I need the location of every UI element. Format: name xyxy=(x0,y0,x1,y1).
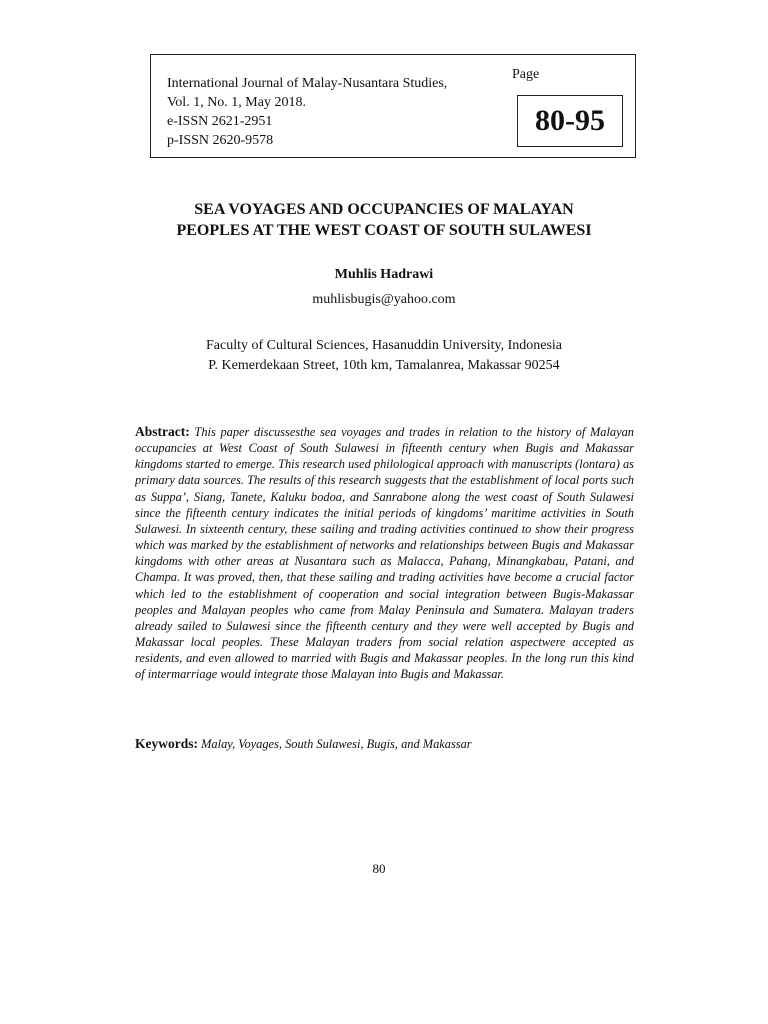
author-email: muhlisbugis@yahoo.com xyxy=(312,292,456,307)
journal-eissn: e-ISSN 2621-2951 xyxy=(167,114,273,129)
author-name: Muhlis Hadrawi xyxy=(334,267,434,282)
page-number: 80 xyxy=(372,861,386,876)
author-affiliation xyxy=(0,336,768,376)
article-title-line: SEA VOYAGES AND OCCUPANCIES OF MALAYAN xyxy=(194,201,574,218)
keywords-text: Malay, Voyages, South Sulawesi, Bugis, and Makassar xyxy=(201,737,472,751)
page-range-box: 80-95 xyxy=(517,95,623,147)
abstract-label: Abstract: xyxy=(135,424,190,439)
abstract-text: This paper discussesthe sea voyages and trades in relation to the history of Malayan occupancies at West Coast of South Sulawesi in fifteenth century when Bugis and Makassar kingdoms started to emerge. This research used philological approach with manuscripts (lontara) as primary data sources. The results of this research suggests that the establishment of local ports such as Suppa’, Siang, Tanete, Kaluku bodoa, and Sanrabone along the west coast of South Sulawesi since the fifteenth century indicates the initial periods of kingdoms’ maritime activities in South Sulawesi. In sixteenth century, these sailing and trading activities continued to show their progress which was marked by the establishment of networks and relationships between Bugis and Makassar kingdoms with other areas at Nusantara such as Malacca, Pahang, Minangkabau, Patani, and Champa. It was proved, then, that these sailing and trading activities have become a crucial factor which led to the establishment of cooperation and social integration between Bugis-Makassar peoples and Malayan peoples who came from Malay Peninsula and Sumatera. Malayan traders already sailed to Sulawesi since the fifteenth century and they were well accepted by Bugis and Makassar local peoples. These Malayan traders from social relation aspectwere accepted as residents, and even allowed to married with Bugis and Makassar peoples. In the long run this kind of intermarriage would integrate those Malayan into Bugis and Makassar. xyxy=(135,425,634,682)
page-label: Page xyxy=(512,67,540,82)
keywords-label: Keywords: xyxy=(135,736,198,751)
journal-info xyxy=(167,74,447,150)
affiliation-line: Faculty of Cultural Sciences, Hasanuddin University, Indonesia xyxy=(205,338,562,353)
keywords-line xyxy=(135,736,634,752)
journal-header-box xyxy=(150,54,636,158)
journal-volume: Vol. 1, No. 1, May 2018. xyxy=(167,95,306,110)
article-title-line: PEOPLES AT THE WEST COAST OF SOUTH SULAWESI xyxy=(176,222,592,239)
journal-pissn: p-ISSN 2620-9578 xyxy=(167,133,274,148)
affiliation-line: P. Kemerdekaan Street, 10th km, Tamalanrea, Makassar 90254 xyxy=(208,358,560,373)
journal-name: International Journal of Malay-Nusantara Studies, xyxy=(167,76,448,91)
article-title xyxy=(84,199,684,241)
abstract-paragraph xyxy=(135,424,634,683)
